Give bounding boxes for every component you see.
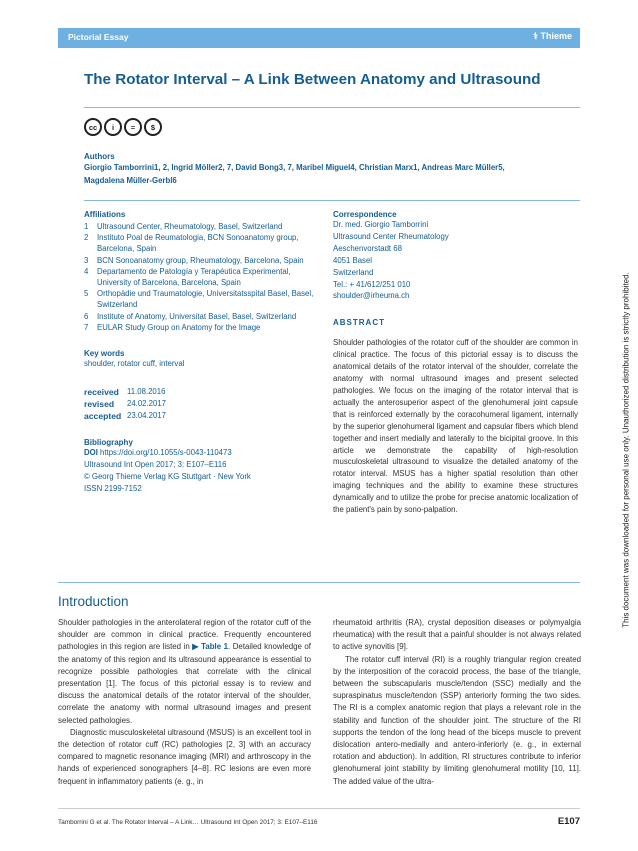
authors-label: Authors [84,152,115,161]
download-notice-text: This document was downloaded for personal use only. Unauthorized distribution is strictly prohibited. [621,272,631,628]
authors-line-1: Giorgio Tamborrini1, 2, Ingrid Möller2, 7, David Bong3, 7, Maribel Miguel4, Christian Marx1, Andreas Marc Müller5, [84,163,505,172]
corr-city: 4051 Basel [333,255,373,265]
authors-line-2: Magdalena Müller-Gerbl6 [84,176,177,185]
keywords-block [84,349,324,370]
date-accepted: accepted 23.04.2017 [84,410,167,421]
intro-right-column [333,617,581,788]
affiliation-item: 1 Ultrasound Center, Rheumatology, Basel, Switzerland [84,222,283,231]
table-1-link[interactable]: ▶ Table 1 [192,642,229,652]
corr-org: Ultrasound Center Rheumatology [333,231,449,241]
affiliations-label: Affiliations [84,210,126,219]
affiliation-item: 2 Instituto Poal de Reumatologia, BCN Sonoanatomy group, Barcelona, Spain [84,233,299,254]
bibliography-label: Bibliography [84,437,133,447]
bibliography-block [84,438,324,495]
affiliation-item: 7 EULAR Study Group on Anatomy for the Image [84,322,261,332]
authors-block [84,152,564,187]
copyright: © Georg Thieme Verlag KG Stuttgart · New York [84,471,251,481]
cc-nd-icon: = [124,118,142,136]
download-notice [614,60,638,840]
authors-divider [84,200,580,201]
affiliation-item: 5 Orthopädie und Traumatologie, Universitatsspital Basel, Basel, Switzerland [84,289,314,310]
intro-paragraph-3: rheumatoid arthritis (RA), crystal deposition diseases or polymyalgia rheumatica) with the result that a painful shoulder is not always related to active synovitis [9]. [333,618,581,652]
doi-link[interactable]: https://doi.org/10.1055/s-0043-110473 [100,447,232,457]
affiliation-item: 6 Institute of Anatomy, Universitat Basel, Basel, Switzerland [84,311,297,321]
cc-nc-icon: $ [144,118,162,136]
affiliation-item: 4 Departamento de Patología y Terapéutica Experimental, University of Barcelona, Barcelona, Spain [84,266,291,288]
publisher-logo [533,31,572,42]
publisher-name: Thieme [540,31,572,41]
footer-citation: Tamborrini G et al. The Rotator Interval – A Link… Ultrasound Int Open 2017; 3: E107–E116 [58,819,318,826]
intro-left-column [58,617,311,788]
cc-by-icon: i [104,118,122,136]
intro-paragraph-2: Diagnostic musculoskeletal ultrasound (MSUS) is an excellent tool in the detection of rotator cuff (RC) pathologies [2, 3] with an accuracy compared to magnetic resonance imaging (MRI) and arthroscopy in the hands of experienced sonographers [4–8]. RC lesions are even more frequent in inflammatory patients (e. g., in [58,727,311,786]
left-meta-column [84,210,324,495]
date-revised: revised 24.02.2017 [84,398,167,409]
abstract-label: ABSTRACT [333,318,385,328]
keywords-label: Key words [84,349,125,359]
footer-divider [58,808,580,809]
keywords-text: shoulder, rotator cuff, interval [84,359,185,369]
issn: ISSN 2199-7152 [84,483,142,493]
corr-tel: Tel.: + 41/612/251 010 [333,279,411,289]
corr-email[interactable]: shoulder@irheuma.ch [333,291,410,301]
cc-icon: cc [84,118,102,136]
affiliations-list [84,221,324,333]
page-number: E107 [557,816,580,827]
correspondence-label: Correspondence [333,210,397,219]
introduction-heading: Introduction [58,594,129,609]
dates-block [84,386,324,422]
intro-divider [58,582,580,583]
title-divider [84,107,580,108]
corr-country: Switzerland [333,267,374,277]
license-icons [84,118,162,136]
article-title: The Rotator Interval – A Link Between Anatomy and Ultrasound [84,71,541,88]
abstract-text: Shoulder pathologies of the rotator cuff of the shoulder are common in clinical practice. The focus of this pictorial essay is to discuss the anatomical details of the rotator interval of the shoulder, correlate the anatomy with normal ultrasound images and present selected pathologies. We focus on the imaging of the rotator interval that is actually the anterosuperior aspect of the glenohumeral joint capsule that is reinforced externally by the coracohumeral ligament, internally by the superior glenohumeral ligament and capsular fibers which blend together and insert medially and laterally to the bicipital groove. In this article we demonstrate the capability of high-resolution musculoskeletal ultrasound to visualize the detailed anatomy of the rotator interval. MSUS has a higher spatial resolution than other imaging techniques and the ability to examine these structures dynamically and to utilize the probe for precise anatomic localization of the patient's pain by sono-palpation. [333,338,578,515]
date-received: received 11.08.2016 [84,386,166,397]
header-bar [58,28,580,48]
right-meta-column [333,210,578,516]
category-label: Pictorial Essay [68,32,129,42]
doi-line: DOI https://doi.org/10.1055/s-0043-110473 [84,447,232,457]
affiliation-item: 3 BCN Sonoanatomy group, Rheumatology, Barcelona, Spain [84,255,304,265]
intro-paragraph-4: The rotator cuff interval (RI) is a roughly triangular region created by the interposition of the coracoid process, the base of the triangle, between the subscapularis muscle/tendon (SSC) medially and the supraspinatus muscle/tendon (SSP) anteriorly forming the two sides. The RI is a complex anatomic region that plays a relevant role in the stability and function of the shoulder joint. The structure of the RI supports the tendon of the long head of the biceps muscle to prevent dislocation antero-medially and antero-inferiorly (e. g., in external rotation and abduction). In addition, RI structures contribute to inferior glenohumeral joint stability by limiting glenohumeral motility [10, 11]. The added value of the ultra- [333,654,581,786]
intro-paragraph-1: Shoulder pathologies in the anterolateral region of the rotator cuff of the shoulder are common in clinical practice. Frequently encountered pathologies in this region are listed in ▶ Table 1. Detailed knowledge of the anatomy of this region and its ultrasound appearance is essential to recognize possible pathologies that correlate with the clinical presentation [1]. The focus of this pictorial essay is to review and discuss the anatomical details of the rotator interval of the shoulder, correlate the anatomy with normal ultrasound images and present selected pathologies. [58,618,311,725]
thieme-logo-icon: ⚕ [533,31,538,41]
journal-ref: Ultrasound Int Open 2017; 3: E107–E116 [84,459,227,469]
corr-street: Aeschenvorstadt 68 [333,243,402,253]
corr-name: Dr. med. Giorgio Tamborrini [333,220,429,229]
